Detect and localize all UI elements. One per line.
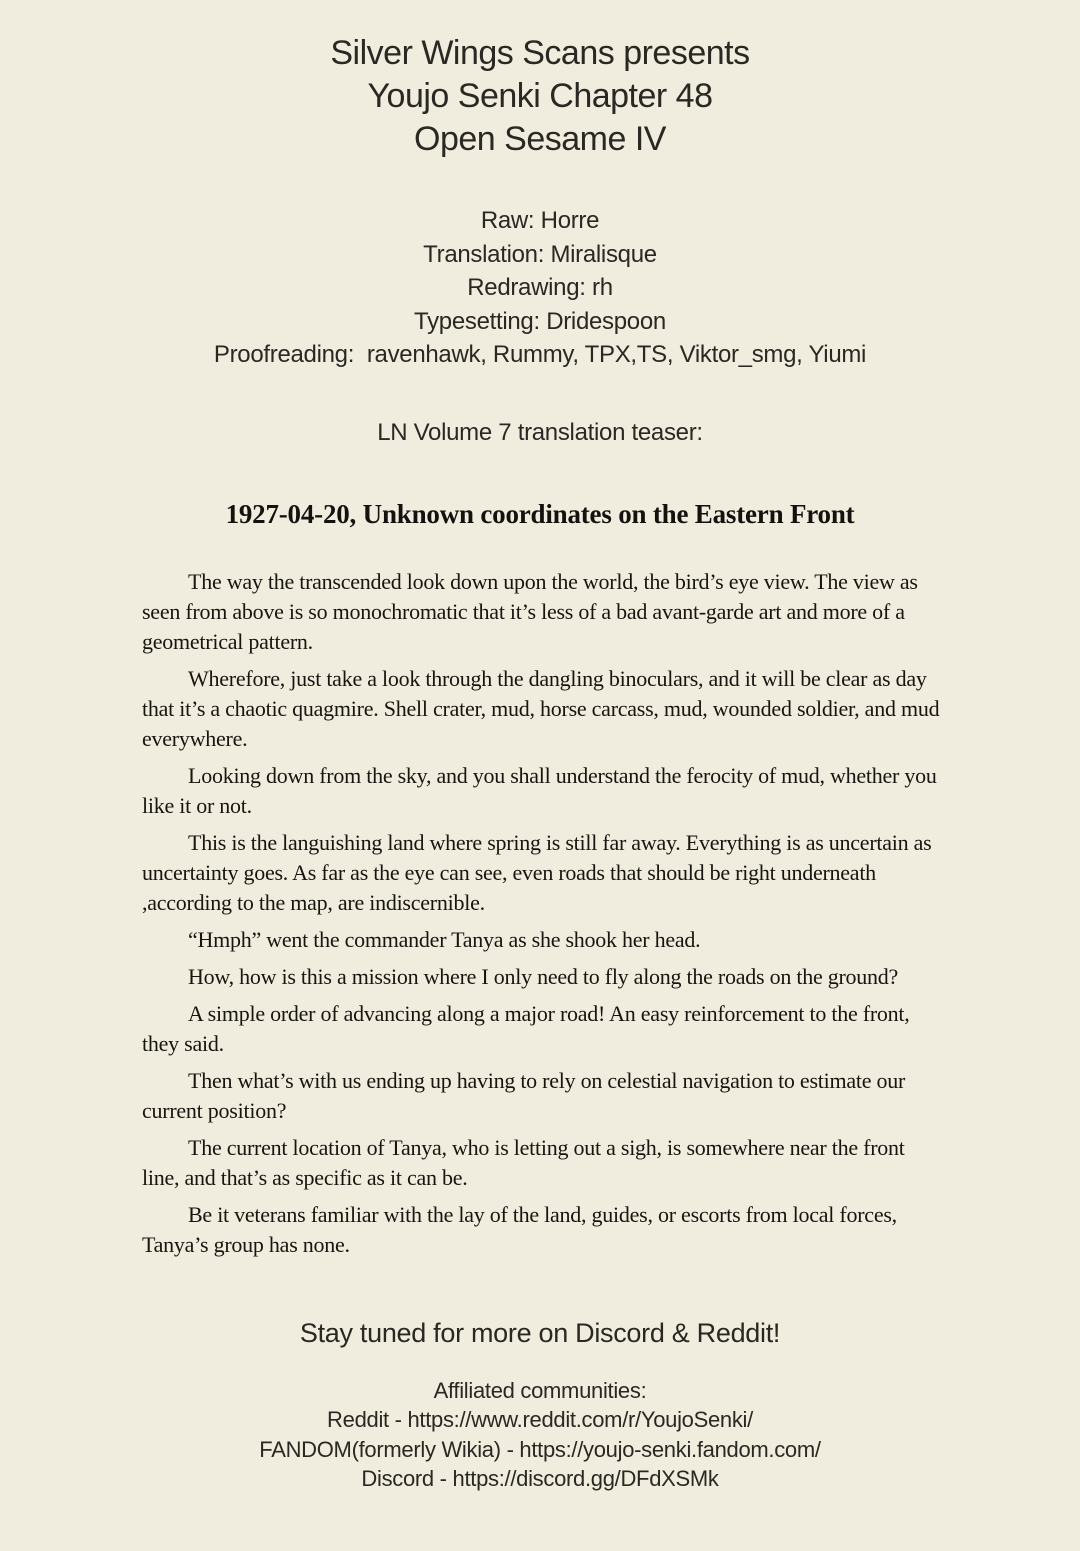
teaser-paragraph: Looking down from the sky, and you shall understand the ferocity of mud, whether you like it or not.: [142, 762, 937, 818]
affiliated-communities-label: Affiliated communities:: [433, 1377, 647, 1403]
teaser-label: LN Volume 7 translation teaser:: [377, 418, 703, 446]
teaser-paragraph: This is the languishing land where spring is still far away. Everything is as uncertain as uncertainty goes. As far as the eye can see, even roads that should be right underneath ,according to the map, are indiscernible.: [142, 829, 932, 915]
credit-translation: Translation: Miralisque: [423, 240, 657, 268]
teaser-paragraph: Then what’s with us ending up having to rely on celestial navigation to estimate our current position?: [142, 1067, 906, 1123]
credit-proofreading: Proofreading: ravenhawk, Rummy, TPX,TS, Viktor_smg, Yiumi: [213, 341, 867, 368]
chapter-title-line: Youjo Senki Chapter 48: [367, 77, 713, 115]
teaser-paragraph: The current location of Tanya, who is letting out a sigh, is somewhere near the front line, and that’s as specific as it can be.: [142, 1134, 905, 1190]
credit-redrawing: Redrawing: rh: [467, 274, 613, 301]
credit-typesetting: Typesetting: Dridespoon: [414, 307, 666, 335]
teaser-paragraph: How, how is this a mission where I only need to fly along the roads on the ground?: [188, 963, 899, 989]
reddit-link-text: Reddit - https://www.reddit.com/r/YoujoSenki/: [327, 1407, 753, 1432]
affiliated-communities-block: [0, 1376, 1080, 1494]
title-block: [0, 32, 1080, 161]
teaser-heading: 1927-04-20, Unknown coordinates on the Eastern Front: [225, 498, 855, 529]
footer-block: [0, 1318, 1080, 1494]
scan-group-presents-line: Silver Wings Scans presents: [330, 34, 750, 72]
teaser-paragraph: A simple order of advancing along a major road! An easy reinforcement to the front, they said.: [142, 1000, 910, 1056]
teaser-paragraph: Be it veterans familiar with the lay of the land, guides, or escorts from local forces, Tanya’s group has none.: [142, 1201, 897, 1257]
teaser-paragraph: The way the transcended look down upon the world, the bird’s eye view. The view as seen from above is so monochromatic that it’s less of a bad avant-garde art and more of a geometrical pattern.: [142, 568, 918, 654]
teaser-paragraph: “Hmph” went the commander Tanya as she shook her head.: [188, 926, 701, 952]
staff-credits-block: [0, 204, 1080, 372]
discord-link-text: Discord - https://discord.gg/DFdXSMk: [361, 1466, 719, 1491]
teaser-body-text: [142, 567, 942, 1260]
credit-raw: Raw: Horre: [480, 207, 600, 234]
fandom-link-text: FANDOM(formerly Wikia) - https://youjo-senki.fandom.com/: [259, 1436, 821, 1462]
teaser-paragraph: Wherefore, just take a look through the dangling binoculars, and it will be clear as day that it’s a chaotic quagmire. Shell crater, mud, horse carcass, mud, wounded soldier, and mud everywhere.: [142, 665, 940, 751]
chapter-subtitle-line: Open Sesame IV: [414, 120, 666, 158]
stay-tuned-line: Stay tuned for more on Discord & Reddit!: [299, 1317, 781, 1348]
